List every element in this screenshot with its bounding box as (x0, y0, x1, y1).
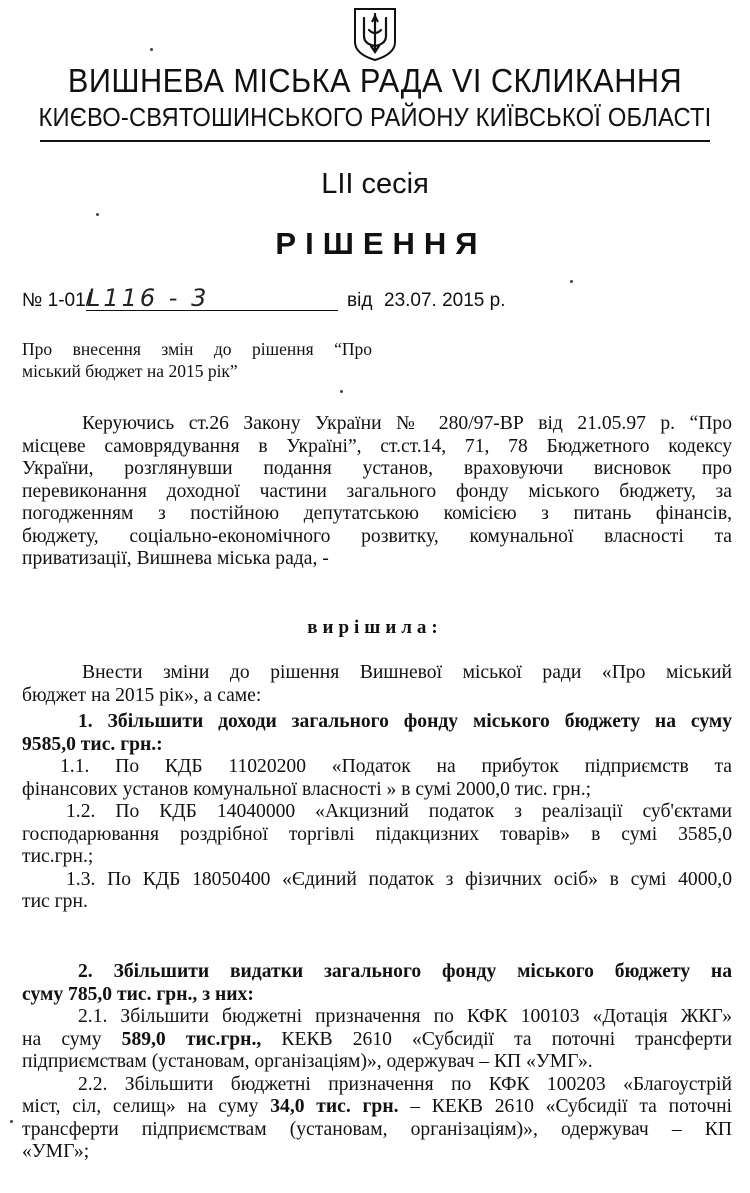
list-item: 1.1. По КДБ 11020200 «Податок на прибуток підприємств та (60, 756, 732, 777)
list-item (22, 1096, 732, 1119)
list-item (22, 1029, 732, 1052)
text-line: України, розглянувши подання установ, враховуючи висновок про (22, 458, 732, 479)
list-item: «УМГ»; (22, 1141, 90, 1162)
list-item: господарювання роздрібної торгівлі підакцизних товарів» в сумі 3585,0 (22, 823, 732, 845)
decision-date: 23.07. 2015 р. (384, 290, 506, 311)
section-heading: 1. Збільшити доходи загального фонду міського бюджету на суму (78, 711, 732, 732)
scan-speck (340, 390, 343, 393)
section-heading: суму 785,0 тис. грн., з них: (22, 983, 254, 1005)
header-divider (40, 140, 710, 142)
text-fragment: на суму (22, 1028, 122, 1050)
text-line: погодженням з постійною депутатською комісією з питань фінансів, (22, 503, 732, 524)
date-label: від (347, 290, 373, 311)
list-item: 2.2. Збільшити бюджетні призначення по КФК 100203 «Благоустрій (78, 1073, 732, 1095)
document-type: РІШЕННЯ (275, 226, 487, 261)
list-item: тис.грн.; (22, 846, 94, 867)
decision-subject (22, 338, 372, 382)
text-line: бюджету, соціально-економічного розвитку, комунальної власності та (22, 525, 732, 547)
amount: 589,0 тис.грн., (121, 1028, 262, 1050)
number-blank-line (86, 310, 338, 311)
list-item: трансферти підприємствам (установам, організаціям)», одержувач – КП (22, 1118, 732, 1140)
scan-speck (570, 280, 573, 283)
list-item: 1.3. По КДБ 18050400 «Єдиний податок з фізичних осіб» в сумі 4000,0 (66, 868, 732, 890)
text-line: перевиконання доходної частини загального фонду міського бюджету, за (22, 480, 732, 502)
list-item: 2.1. Збільшити бюджетні призначення по КФК 100103 «Дотація ЖКГ» (78, 1006, 732, 1027)
scan-speck (150, 48, 153, 51)
section-2-expenditures (22, 961, 732, 1164)
amount: 34,0 тис. грн. (270, 1096, 399, 1117)
section-heading: 2. Збільшити видатки загального фонду міського бюджету на (78, 961, 732, 982)
handwritten-number: L116 - 3 (87, 284, 210, 312)
list-item: тис грн. (22, 891, 88, 912)
scan-speck (10, 1120, 13, 1123)
council-name: ВИШНЕВА МІСЬКА РАДА VI СКЛИКАННЯ (67, 62, 683, 99)
preamble-paragraph (22, 413, 732, 571)
list-item: 1.2. По КДБ 14040000 «Акцизний податок з реалізації суб'єктами (66, 801, 732, 822)
text-fragment: КЕКВ 2610 «Субсидії та поточні трансферти (261, 1028, 732, 1050)
intro-paragraph (22, 662, 732, 707)
section-heading: 9585,0 тис. грн.: (22, 733, 163, 755)
resolved-heading: вирішила: (307, 617, 443, 638)
session-title: LII сесія (321, 168, 429, 200)
subject-line: Про внесення змін до рішення “Про (22, 339, 372, 359)
district-name: КИЄВО-СВЯТОШИНСЬКОГО РАЙОНУ КИЇВСЬКОЇ ОБЛАСТІ (38, 104, 712, 132)
text-fragment: – КЕКВ 2610 «Субсидії та поточні (398, 1096, 732, 1117)
list-item: фінансових установ комунальної власності » в сумі 2000,0 тис. грн.; (22, 778, 592, 800)
number-prefix: № 1-01/ (22, 290, 91, 311)
list-item: підприємствам (установам, організаціям)», одержувач – КП «УМГ». (22, 1051, 593, 1072)
subject-line: міський бюджет на 2015 рік” (22, 361, 238, 381)
text-line: Внести зміни до рішення Вишневої міської ради «Про міський (82, 662, 732, 683)
text-line: Керуючись ст.26 Закону України № 280/97-ВР від 21.05.97 р. “Про (82, 413, 732, 434)
trident-emblem-icon (352, 6, 398, 62)
text-fragment: міст, сіл, селищ» на суму (22, 1096, 271, 1117)
text-line: бюджет на 2015 рік», а саме: (22, 684, 262, 706)
text-line: місцеве самоврядування в Україні”, ст.ст.14, 71, 78 Бюджетного кодексу (22, 435, 732, 457)
section-1-revenues (22, 711, 732, 914)
text-line: приватизації, Вишнева міська рада, - (22, 548, 329, 569)
scan-speck (96, 213, 99, 216)
